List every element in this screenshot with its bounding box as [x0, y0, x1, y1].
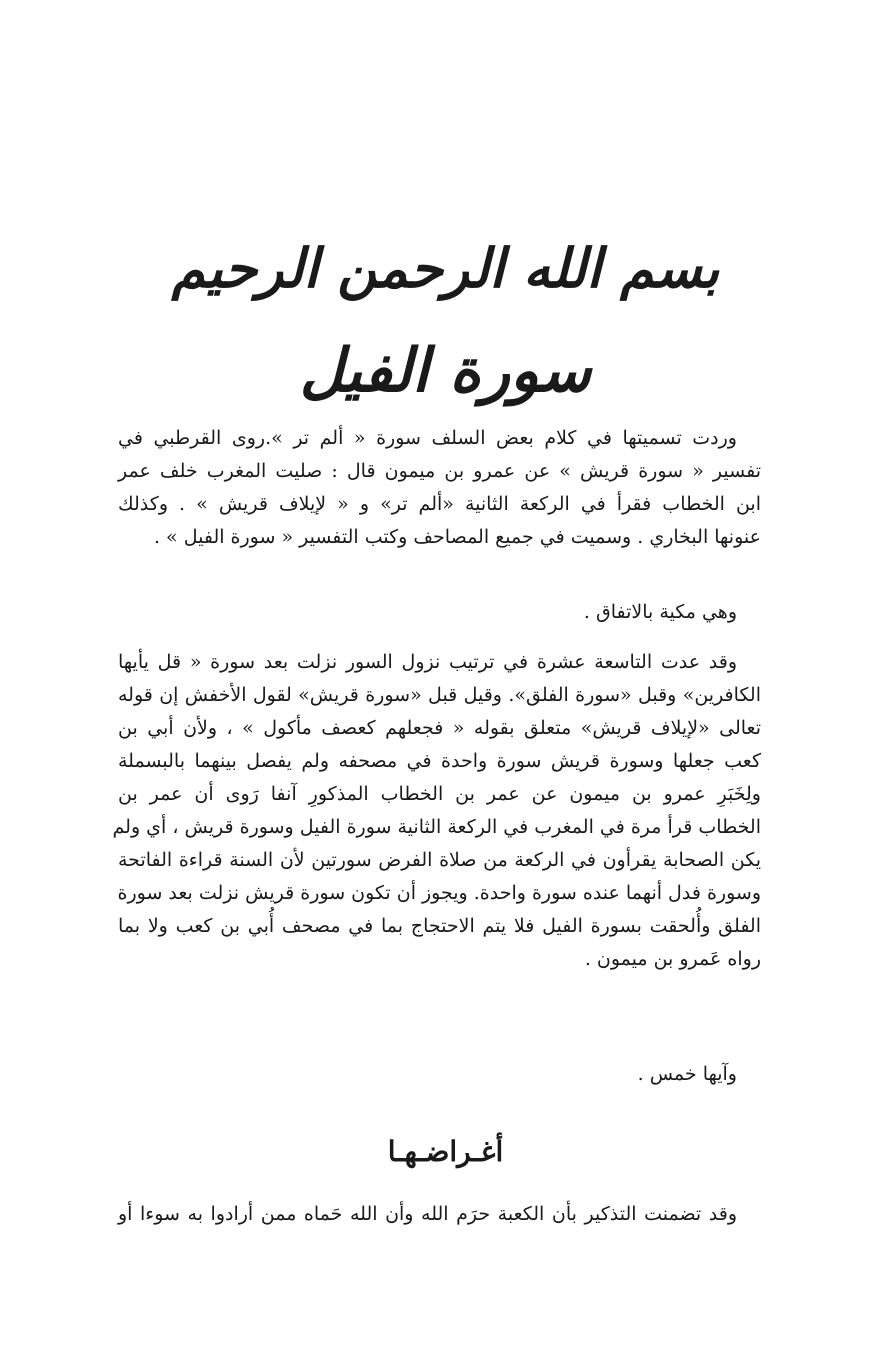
text-line: وردت تسميتها في كلام بعض السلف سورة « ألم تر ».روى القرطبي في	[118, 427, 737, 449]
text-line: كعب جعلها وسورة قريش سورة واحدة في مصحفه ولم يفصل بينهما بالبسملة	[118, 750, 761, 772]
text-line: وهي مكية بالاتفاق .	[583, 601, 737, 623]
text-line: ابن الخطاب فقرأ في الركعة الثانية «ألم تر» و « لإيلاف قريش » . وكذلك	[118, 493, 761, 515]
paragraph-naming	[118, 422, 761, 554]
paragraph-makkiya	[118, 596, 761, 629]
text-line: الفلق وأُلحقت بسورة الفيل فلا يتم الاحتجاج بما في مصحف أُبي بن كعب ولا بما	[118, 915, 761, 937]
text-line: يكن الصحابة يقرأون في الركعة من صلاة الفرض سورتين لأن السنة قراءة الفاتحة	[118, 849, 761, 871]
text-line: وقد عدت التاسعة عشرة في ترتيب نزول السور نزلت بعد سورة « قل يأيها	[118, 651, 737, 673]
paragraph-purposes	[118, 1198, 761, 1231]
paragraph-order	[112, 646, 761, 976]
text-line: الكافرين» وقبل «سورة الفلق». وقيل قبل «سورة قريش» لقول الأخفش إن قوله	[118, 684, 761, 706]
text-line: وقد تضمنت التذكير بأن الكعبة حرَم الله وأن الله حَماه ممن أرادوا به سوءا أو	[118, 1203, 737, 1225]
section-heading: أغـراضـهـا	[387, 1135, 504, 1168]
text-line: ولِخَبَرِ عمرو بن ميمون عن عمر بن الخطاب المذكورِ آنفا رَوى أن عمر بن	[118, 783, 761, 805]
text-line: تفسير « سورة قريش » عن عمرو بن ميمون قال : صليت المغرب خلف عمر	[118, 460, 761, 482]
surah-title: سورة الفيل	[299, 336, 592, 406]
text-line: وسورة فدل أنهما عنده سورة واحدة. ويجوز أن تكون سورة قريش نزلت بعد سورة	[117, 882, 761, 904]
text-line: رواه عَمرو بن ميمون .	[584, 948, 761, 970]
text-line: الخطاب قرأ مرة في المغرب في الركعة الثانية سورة الفيل وسورة قريش ، أي ولم	[112, 816, 761, 838]
text-line: تعالى «لإيلاف قريش» متعلق بقوله « فجعلهم كعصف مأكول » ، ولأن أبي بن	[118, 717, 761, 739]
text-line: وآيها خمس .	[637, 1063, 737, 1085]
basmala-heading: بسم الله الرحمن الرحيم	[171, 236, 720, 300]
paragraph-verse-count	[118, 1058, 761, 1091]
text-line: عنونها البخاري . وسميت في جميع المصاحف وكتب التفسير « سورة الفيل » .	[153, 526, 761, 548]
